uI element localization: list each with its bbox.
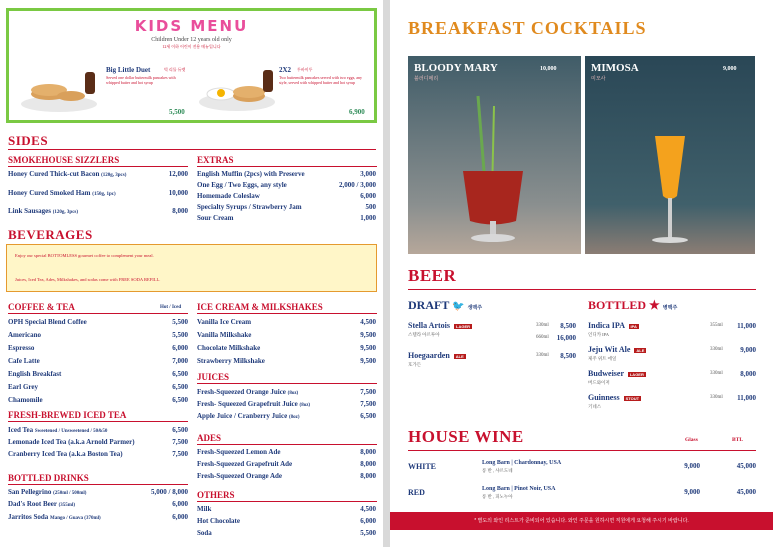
ham-spec: (150g, 1pc): [92, 192, 116, 197]
pellegrino-spec: (250ml / 500ml): [53, 491, 87, 496]
iced-tea-item: [8, 426, 107, 434]
pellegrino-price: 5,000 / 8,000: [151, 488, 188, 496]
sour-cream-item: Sour Cream: [197, 214, 234, 222]
mimosa-photo: [585, 56, 755, 254]
wine-col-glass: Glass: [685, 437, 698, 443]
bacon-item: [8, 170, 126, 178]
stella-kr: 스텔라 아르투아: [408, 332, 440, 337]
two-by-two-desc: Two buttermilk pancakes served with two eggs, any style, served with whipped butter and hot syrup: [279, 75, 363, 85]
lemonade-tea-price: 7,500: [172, 438, 188, 446]
orange-juice-name: Fresh-Squeezed Orange Juice: [197, 388, 286, 396]
hoegaarden-name: Hoegaarden: [408, 351, 450, 360]
mimosa-glass-icon: [585, 56, 755, 254]
bloody-mary-kr: 블러디메리: [414, 77, 439, 82]
wine-btl-price: 45,000: [736, 488, 756, 496]
bloody-mary-name: BLOODY MARY: [414, 62, 498, 74]
sausage-item: [8, 207, 78, 215]
bottled-beer-item: [588, 321, 639, 330]
sides-title: SIDES: [8, 133, 49, 148]
icecream-rule: [197, 313, 377, 314]
grapefruit-juice-item: [197, 400, 310, 408]
two-by-two-kr: 투바이투: [297, 67, 313, 72]
beverages-title: BEVERAGES: [8, 227, 93, 242]
icecream-price: 4,500: [360, 318, 376, 326]
grapefruit-juice-spec: (8oz): [299, 403, 311, 408]
hoegaarden-vol: 330ml: [536, 353, 549, 358]
muffin-price: 3,000: [360, 170, 376, 178]
coffee-rule: [8, 313, 188, 314]
bloody-mary-price: 10,000: [540, 66, 557, 72]
bottled-title: [588, 298, 677, 313]
draft-title-label: DRAFT: [408, 298, 450, 312]
bottled-beer-name: Guinness: [588, 393, 620, 402]
ades-title: ADES: [197, 433, 222, 443]
grapefruit-juice-price: 7,500: [360, 400, 376, 408]
syrups-item: Specialty Syrups / Strawberry Jam: [197, 203, 302, 211]
coffee-item: Chamomile: [8, 396, 43, 404]
bottled-drinks-rule: [8, 484, 188, 485]
star-icon: ★: [649, 298, 660, 312]
syrups-price: 500: [365, 203, 376, 211]
coffee-price: 6,500: [172, 383, 188, 391]
coffee-price: 6,500: [172, 396, 188, 404]
stella-vol2: 660ml: [536, 335, 549, 340]
bottled-beer-kr: 제주 위트 에일: [588, 356, 617, 361]
sides-rule: [8, 149, 376, 150]
ades-rule: [197, 444, 377, 445]
bacon-name: Honey Cured Thick-cut Bacon: [8, 170, 100, 178]
wine-btl-price: 45,000: [736, 462, 756, 470]
two-by-two-price: 6,900: [349, 108, 365, 116]
smokehouse-title: SMOKEHOUSE SIZZLERS: [8, 155, 120, 165]
orange-juice-item: [197, 388, 298, 396]
beer-rule: [408, 289, 756, 290]
stella-badge: LAGER: [456, 323, 470, 329]
mimosa-price: 9,000: [723, 66, 737, 72]
wine-col-btl: BTL: [732, 437, 744, 443]
coleslaw-item: Homemade Coleslaw: [197, 192, 260, 200]
bottled-drinks-title: BOTTLED DRINKS: [8, 473, 89, 483]
wine-name: Long Barn | Pinot Noir, USA: [482, 486, 556, 492]
right-menu-page: [390, 0, 773, 547]
apple-juice-name: Apple Juice / Cranberry Juice: [197, 412, 288, 420]
sausage-price: 8,000: [172, 207, 188, 215]
two-by-two-name: 2X2: [279, 66, 292, 74]
icecream-item: Chocolate Milkshake: [197, 344, 261, 352]
beer-title: BEER: [408, 266, 457, 285]
others-item: Hot Chocolate: [197, 517, 240, 525]
wine-type: RED: [408, 488, 425, 497]
big-little-duet-price: 5,500: [169, 108, 185, 116]
bloody-mary-photo: [408, 56, 581, 254]
beverages-note-1: Enjoy our special BOTTOMLESS gourmet coffee to complement your meal.: [15, 253, 154, 258]
wine-footer-note: * 별도의 와인 리스트가 준비되어 있습니다. 와인 주문을 원하시면 직원에게 요청해 주시기 바랍니다.: [390, 512, 773, 530]
stella-p2: 16,000: [556, 334, 576, 342]
bottled-beer-vol: 355ml: [710, 323, 723, 328]
root-beer-item: [8, 500, 75, 508]
kids-menu-subtitle-kr: 12세 이하 어린이 전용 메뉴입니다: [162, 44, 221, 49]
coffee-item: Espresso: [8, 344, 35, 352]
ades-item: Fresh-Squeezed Grapefruit Ade: [197, 460, 293, 468]
smokehouse-rule: [8, 166, 188, 167]
sausage-name: Link Sausages: [8, 207, 51, 215]
bacon-spec: (120g, 3pcs): [101, 173, 127, 178]
coffee-title: COFFEE & TEA: [8, 302, 75, 312]
ades-item: Fresh-Squeezed Lemon Ade: [197, 448, 281, 456]
bottled-kr: 병맥주: [662, 306, 678, 311]
bottled-beer-price: 11,000: [737, 322, 756, 330]
bloody-mary-glass-icon: [408, 56, 581, 254]
muffin-name: English Muffin: [197, 170, 243, 178]
wine-rule: [408, 450, 756, 451]
wine-name: Long Barn | Chardonnay, USA: [482, 460, 562, 466]
bottled-beer-vol: 330ml: [710, 347, 723, 352]
ham-price: 10,000: [168, 189, 188, 197]
ades-item: Fresh-Squeezed Orange Ade: [197, 472, 283, 480]
coffee-price: 6,500: [172, 370, 188, 378]
ades-price: 8,000: [360, 448, 376, 456]
juices-rule: [197, 383, 377, 384]
others-item: Milk: [197, 505, 212, 513]
jarritos-spec: Mango / Guava (370ml): [50, 516, 101, 521]
stella-vol1: 330ml: [536, 323, 549, 328]
beverages-note-2: Juices, Iced Tea, Ades, Milkshakes, and sodas come with FREE SODA REFILL.: [15, 277, 161, 282]
coffee-item: Earl Grey: [8, 383, 39, 391]
big-little-duet-kr: 빅 리틀 듀엣: [164, 67, 186, 72]
coffee-col-header: Hot / Iced: [160, 305, 182, 310]
juices-title: JUICES: [197, 372, 230, 382]
extras-rule: [197, 166, 377, 167]
bottled-beer-name: Indica IPA: [588, 321, 625, 330]
draft-kr: 생맥주: [467, 306, 483, 311]
coffee-item: English Breakfast: [8, 370, 62, 378]
orange-juice-price: 7,500: [360, 388, 376, 396]
hoegaarden-item: [408, 351, 466, 360]
hoegaarden-kr: 호가든: [408, 362, 422, 367]
cocktails-title: BREAKFAST COCKTAILS: [408, 18, 647, 38]
hoegaarden-price: 8,500: [560, 352, 576, 360]
icecream-item: Vanilla Milkshake: [197, 331, 252, 339]
jarritos-name: Jarritos Soda: [8, 513, 49, 521]
wine-type: WHITE: [408, 462, 437, 471]
muffin-spec: (2pcs) with Preserve: [244, 170, 305, 178]
icecream-price: 9,500: [360, 344, 376, 352]
others-price: 4,500: [360, 505, 376, 513]
root-beer-price: 6,000: [172, 500, 188, 508]
bottled-beer-name: Budweiser: [588, 369, 624, 378]
jarritos-price: 6,000: [172, 513, 188, 521]
wine-glass-price: 9,000: [684, 488, 700, 496]
kids-menu-title: KIDS MENU: [134, 17, 249, 35]
coffee-price: 6,000: [172, 344, 188, 352]
bottled-beer-vol: 330ml: [710, 371, 723, 376]
icedtea-rule: [8, 421, 188, 422]
pellegrino-name: San Pellegrino: [8, 488, 52, 496]
iced-tea-spec: Sweetened / Unsweetened / 50&50: [34, 429, 108, 434]
bottled-beer-kr: 버드와이저: [588, 380, 610, 385]
bottled-beer-badge: STOUT: [625, 395, 640, 401]
big-little-duet-name: Big Little Duet: [106, 66, 151, 74]
others-rule: [197, 501, 377, 502]
coffee-price: 5,500: [172, 331, 188, 339]
bird-icon: 🐦: [452, 301, 465, 312]
bottled-beer-kr: 기네스: [588, 404, 602, 409]
others-price: 5,500: [360, 529, 376, 537]
coffee-item: OPH Special Blend Coffee: [8, 318, 87, 326]
bacon-price: 12,000: [168, 170, 188, 178]
bottled-beer-item: [588, 369, 646, 378]
icecream-title: ICE CREAM & MILKSHAKES: [197, 302, 323, 312]
bottled-beer-badge: IPA: [630, 323, 637, 329]
big-little-duet-desc: Served one dollar buttermilk pancakes with whipped butter and hot syrup: [106, 75, 176, 85]
bottled-beer-price: 9,000: [740, 346, 756, 354]
root-beer-spec: (355ml): [58, 503, 76, 508]
bottled-beer-vol: 330ml: [710, 395, 723, 400]
ham-item: [8, 189, 116, 197]
apple-juice-price: 6,500: [360, 412, 376, 420]
cranberry-tea-item: Cranberry Iced Tea (a.k.a Boston Tea): [8, 450, 123, 458]
icedtea-title: FRESH-BREWED ICED TEA: [8, 410, 127, 420]
ades-price: 8,000: [360, 472, 376, 480]
bottled-beer-item: [588, 393, 641, 402]
others-item: Soda: [197, 529, 212, 537]
others-title: OTHERS: [197, 490, 235, 500]
bottled-beer-name: Jeju Wit Ale: [588, 345, 631, 354]
coleslaw-price: 6,000: [360, 192, 376, 200]
eggs-price: 2,000 / 3,000: [339, 181, 376, 189]
bottled-beer-badge: ALE: [636, 347, 645, 353]
mimosa-name: MIMOSA: [591, 62, 639, 74]
pellegrino-item: [8, 488, 86, 496]
left-menu-page: [0, 0, 383, 547]
ham-name: Honey Cured Smoked Ham: [8, 189, 91, 197]
bottled-beer-badge: LAGER: [629, 371, 644, 377]
cranberry-tea-price: 7,500: [172, 450, 188, 458]
coffee-item: Americano: [8, 331, 42, 339]
stella-name: Stella Artois: [408, 321, 450, 330]
root-beer-name: Dad's Root Beer: [8, 500, 57, 508]
bottled-title-label: BOTTLED: [588, 298, 647, 312]
kids-menu-subtitle: Children Under 12 years old only: [151, 37, 232, 43]
coffee-item: Cafe Latte: [8, 357, 40, 365]
wine-glass-price: 9,000: [684, 462, 700, 470]
icecream-item: Vanilla Ice Cream: [197, 318, 252, 326]
eggs-item: One Egg / Two Eggs, any style: [197, 181, 287, 189]
bottled-beer-price: 11,000: [737, 394, 756, 402]
hoegaarden-badge: ALE: [455, 353, 464, 359]
draft-title: [408, 298, 482, 313]
apple-juice-spec: (8oz): [288, 415, 300, 420]
muffin-item: [197, 170, 305, 178]
orange-juice-spec: (8oz): [287, 391, 299, 396]
iced-tea-name: Iced Tea: [8, 426, 34, 434]
lemonade-tea-item: Lemonade Iced Tea (a.k.a Arnold Parmer): [8, 438, 135, 446]
stella-p1: 8,500: [560, 322, 576, 330]
stella-item: [408, 321, 472, 330]
icecream-price: 9,500: [360, 331, 376, 339]
icecream-price: 9,500: [360, 357, 376, 365]
coffee-price: 5,500: [172, 318, 188, 326]
icecream-item: Strawberry Milkshake: [197, 357, 265, 365]
wine-title: HOUSE WINE: [408, 427, 524, 446]
beverages-note-box: [6, 244, 377, 292]
others-price: 6,000: [360, 517, 376, 525]
grapefruit-juice-name: Fresh- Squeezed Grapefruit Juice: [197, 400, 298, 408]
mimosa-kr: 미모사: [591, 77, 606, 82]
pancake-image: [19, 66, 101, 114]
ades-price: 8,000: [360, 460, 376, 468]
sour-cream-price: 1,000: [360, 214, 376, 222]
wine-kr: 롱 반 , 피노누아: [482, 494, 513, 499]
extras-title: EXTRAS: [197, 155, 234, 165]
kids-menu-box: [6, 8, 377, 123]
sausage-spec: (120g, 3pcs): [52, 210, 79, 215]
egg-pancake-image: [197, 66, 277, 114]
jarritos-item: [8, 513, 101, 521]
bottled-beer-item: [588, 345, 646, 354]
bottled-beer-kr: 인디카 IPA: [588, 332, 610, 337]
bottled-beer-price: 8,000: [740, 370, 756, 378]
coffee-price: 7,000: [172, 357, 188, 365]
iced-tea-price: 6,500: [172, 426, 188, 434]
apple-juice-item: [197, 412, 300, 420]
wine-kr: 롱 반 , 샤르도네: [482, 468, 513, 473]
